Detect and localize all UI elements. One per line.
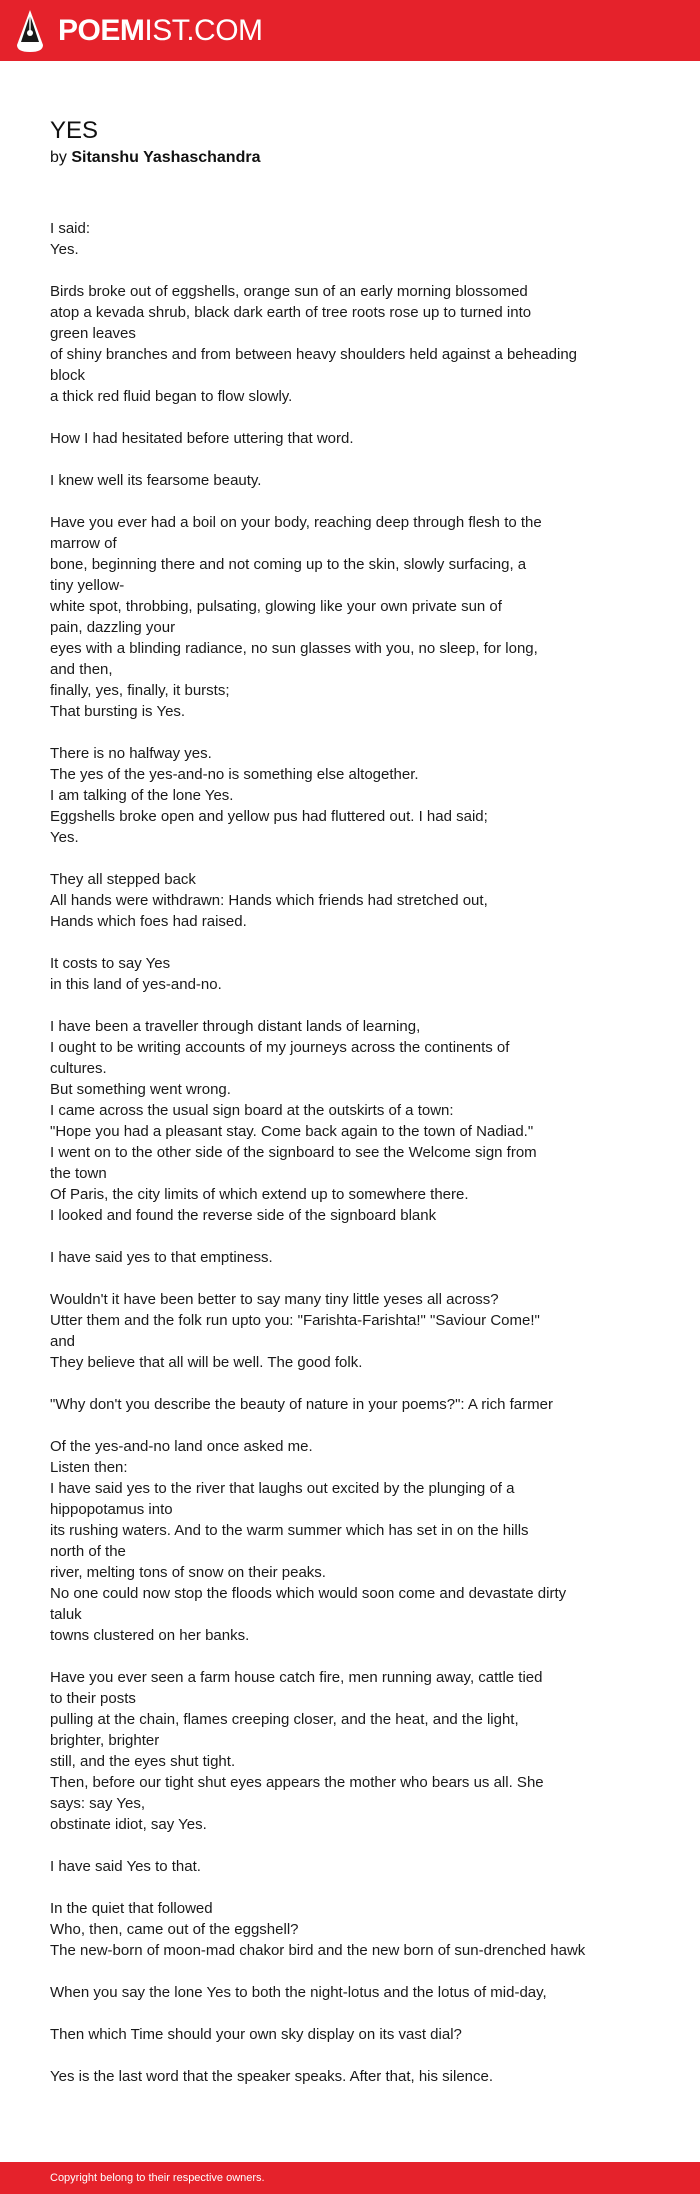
site-header: [0, 0, 700, 61]
stanza-break: [50, 848, 610, 869]
poem-line: bone, beginning there and not coming up to the skin, slowly surfacing, a: [50, 556, 527, 573]
poem-line: Birds broke out of eggshells, orange sun of an early morning blossomed: [50, 283, 528, 300]
poem-line: block: [50, 367, 86, 384]
poem-line: to their posts: [50, 1690, 136, 1707]
poem-line: brighter, brighter: [50, 1732, 160, 1749]
stanza-break: [50, 995, 610, 1016]
poem-line: I have said yes to that emptiness.: [50, 1249, 273, 1266]
poem-line: pulling at the chain, flames creeping closer, and the heat, and the light,: [50, 1711, 519, 1728]
poem-line: There is no halfway yes.: [50, 745, 212, 762]
poem-line: the town: [50, 1165, 107, 1182]
poem-line: I said:: [50, 220, 91, 237]
poem-line: In the quiet that followed: [50, 1900, 213, 1917]
poem-line: I am talking of the lone Yes.: [50, 787, 234, 804]
poem-line: Listen then:: [50, 1459, 128, 1476]
poem-line: says: say Yes,: [50, 1795, 146, 1812]
poem-line: Have you ever seen a farm house catch fire, men running away, cattle tied: [50, 1669, 543, 1686]
poem-title: YES: [50, 117, 99, 144]
poem-line: its rushing waters. And to the warm summer which has set in on the hills: [50, 1522, 529, 1539]
poem-line: river, melting tons of snow on their peaks.: [50, 1564, 326, 1581]
poem-line: marrow of: [50, 535, 117, 552]
poem-line: "Hope you had a pleasant stay. Come back again to the town of Nadiad.": [50, 1123, 534, 1140]
stanza-break: [50, 2045, 610, 2066]
poem-line: I went on to the other side of the signboard to see the Welcome sign from: [50, 1144, 537, 1161]
poem-line: eyes with a blinding radiance, no sun glasses with you, no sleep, for long,: [50, 640, 538, 657]
poem-line: I looked and found the reverse side of the signboard blank: [50, 1207, 437, 1224]
stanza-break: [50, 932, 610, 953]
poem-line: obstinate idiot, say Yes.: [50, 1816, 207, 1833]
poem-line: Who, then, came out of the eggshell?: [50, 1921, 299, 1938]
stanza-break: [50, 407, 610, 428]
poem-line: It costs to say Yes: [50, 955, 171, 972]
poem-line: Utter them and the folk run upto you: "Farishta-Farishta!" "Saviour Come!": [50, 1312, 540, 1329]
poem-line: I have said Yes to that.: [50, 1858, 201, 1875]
stanza-break: [50, 1268, 610, 1289]
poem-line: of shiny branches and from between heavy shoulders held against a beheading: [50, 346, 578, 363]
poem-line: Then, before our tight shut eyes appears the mother who bears us all. She: [50, 1774, 544, 1791]
poem-line: Then which Time should your own sky display on its vast dial?: [50, 2026, 462, 2043]
copyright-notice: Copyright belong to their respective owners.: [50, 2172, 265, 2184]
poem-line: Have you ever had a boil on your body, reaching deep through flesh to the: [50, 514, 542, 531]
logo-text-strong: POEM: [58, 13, 145, 47]
poem-line: Yes is the last word that the speaker speaks. After that, his silence.: [50, 2068, 494, 2085]
poem-line: hippopotamus into: [50, 1501, 173, 1518]
poem-line: still, and the eyes shut tight.: [50, 1753, 236, 1770]
stanza-break: [50, 1646, 610, 1667]
poem-line: towns clustered on her banks.: [50, 1627, 250, 1644]
poem-line: I knew well its fearsome beauty.: [50, 472, 262, 489]
poem-line: Eggshells broke open and yellow pus had fluttered out. I had said;: [50, 808, 488, 825]
stanza-break: [50, 2003, 610, 2024]
poem-line: I came across the usual sign board at the outskirts of a town:: [50, 1102, 454, 1119]
poem-line: Hands which foes had raised.: [50, 913, 247, 930]
poem-line: taluk: [50, 1606, 82, 1623]
poem-line: in this land of yes-and-no.: [50, 976, 222, 993]
poem-line: That bursting is Yes.: [50, 703, 186, 720]
stanza-break: [50, 1415, 610, 1436]
poem-line: finally, yes, finally, it bursts;: [50, 682, 230, 699]
poem-line: cultures.: [50, 1060, 107, 1077]
poem-line: green leaves: [50, 325, 136, 342]
stanza-break: [50, 1226, 610, 1247]
poem-line: and: [50, 1333, 76, 1350]
poem-line: and then,: [50, 661, 113, 678]
poem-line: north of the: [50, 1543, 126, 1560]
poem-line: Of the yes-and-no land once asked me.: [50, 1438, 313, 1455]
stanza-break: [50, 260, 610, 281]
poem-line: tiny yellow-: [50, 577, 125, 594]
poem-line: Yes.: [50, 241, 79, 258]
logo-text-light: IST.COM: [144, 13, 263, 47]
poem-line: a thick red fluid began to flow slowly.: [50, 388, 293, 405]
poem-line: I have been a traveller through distant lands of learning,: [50, 1018, 421, 1035]
site-footer: [0, 2162, 700, 2194]
poem-line: How I had hesitated before uttering that word.: [50, 430, 354, 447]
stanza-break: [50, 1877, 610, 1898]
poem-line: The yes of the yes-and-no is something else altogether.: [50, 766, 419, 783]
site-logo-link[interactable]: [16, 0, 263, 61]
poem-line: When you say the lone Yes to both the night-lotus and the lotus of mid-day,: [50, 1984, 547, 2001]
stanza-break: [50, 1835, 610, 1856]
stanza-break: [50, 722, 610, 743]
stanza-break: [50, 1961, 610, 1982]
poem-line: They believe that all will be well. The good folk.: [50, 1354, 363, 1371]
poem-line: I ought to be writing accounts of my journeys across the continents of: [50, 1039, 510, 1056]
poem-byline: [50, 147, 260, 169]
poem-line: Wouldn't it have been better to say many tiny little yeses all across?: [50, 1291, 499, 1308]
stanza-break: [50, 1373, 610, 1394]
poem-line: All hands were withdrawn: Hands which friends had stretched out,: [50, 892, 488, 909]
site-logo-text: [58, 13, 263, 47]
poem-line: No one could now stop the floods which would soon come and devastate dirty: [50, 1585, 567, 1602]
poem-author: Sitanshu Yashaschandra: [71, 149, 261, 166]
poem-line: I have said yes to the river that laughs out excited by the plunging of a: [50, 1480, 515, 1497]
poem-line: pain, dazzling your: [50, 619, 176, 636]
stanza-break: [50, 491, 610, 512]
poem-line: white spot, throbbing, pulsating, glowing like your own private sun of: [50, 598, 502, 615]
poem-line: Yes.: [50, 829, 79, 846]
pen-nib-icon: [16, 9, 44, 53]
poem-line: The new-born of moon-mad chakor bird and the new born of sun-drenched hawk: [50, 1942, 586, 1959]
poem-line: Of Paris, the city limits of which extend up to somewhere there.: [50, 1186, 469, 1203]
poem-body: [50, 218, 610, 2087]
poem-line: atop a kevada shrub, black dark earth of tree roots rose up to turned into: [50, 304, 532, 321]
poem-line: They all stepped back: [50, 871, 196, 888]
poem-line: But something went wrong.: [50, 1081, 231, 1098]
stanza-break: [50, 449, 610, 470]
poem-line: "Why don't you describe the beauty of nature in your poems?": A rich farmer: [50, 1396, 553, 1413]
by-label: by: [50, 149, 67, 166]
